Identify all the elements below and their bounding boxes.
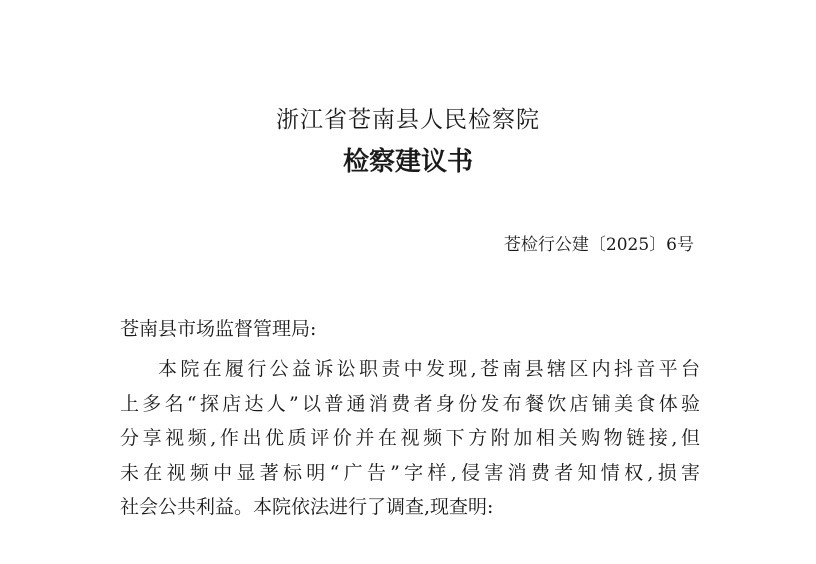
addressee: 苍南县市场监督管理局: <box>120 318 317 340</box>
issuing-organization: 浙江省苍南县人民检察院 <box>276 107 540 133</box>
document-number: 苍检行公建〔2025〕6号 <box>503 235 694 255</box>
body-line: 本院在履行公益诉讼职责中发现,苍南县辖区内抖音平台 <box>158 358 700 380</box>
body-paragraph <box>120 352 700 525</box>
body-line: 分享视频,作出优质评价并在视频下方附加相关购物链接,但 <box>120 427 700 449</box>
body-line: 未在视频中显著标明“广告”字样,侵害消费者知情权,损害 <box>120 461 700 484</box>
document-title: 检察建议书 <box>342 147 473 177</box>
body-line: 上多名“探店达人”以普通消费者身份发布餐饮店铺美食体验 <box>120 392 700 415</box>
body-line: 社会公共利益。本院依法进行了调查,现查明: <box>120 496 494 518</box>
